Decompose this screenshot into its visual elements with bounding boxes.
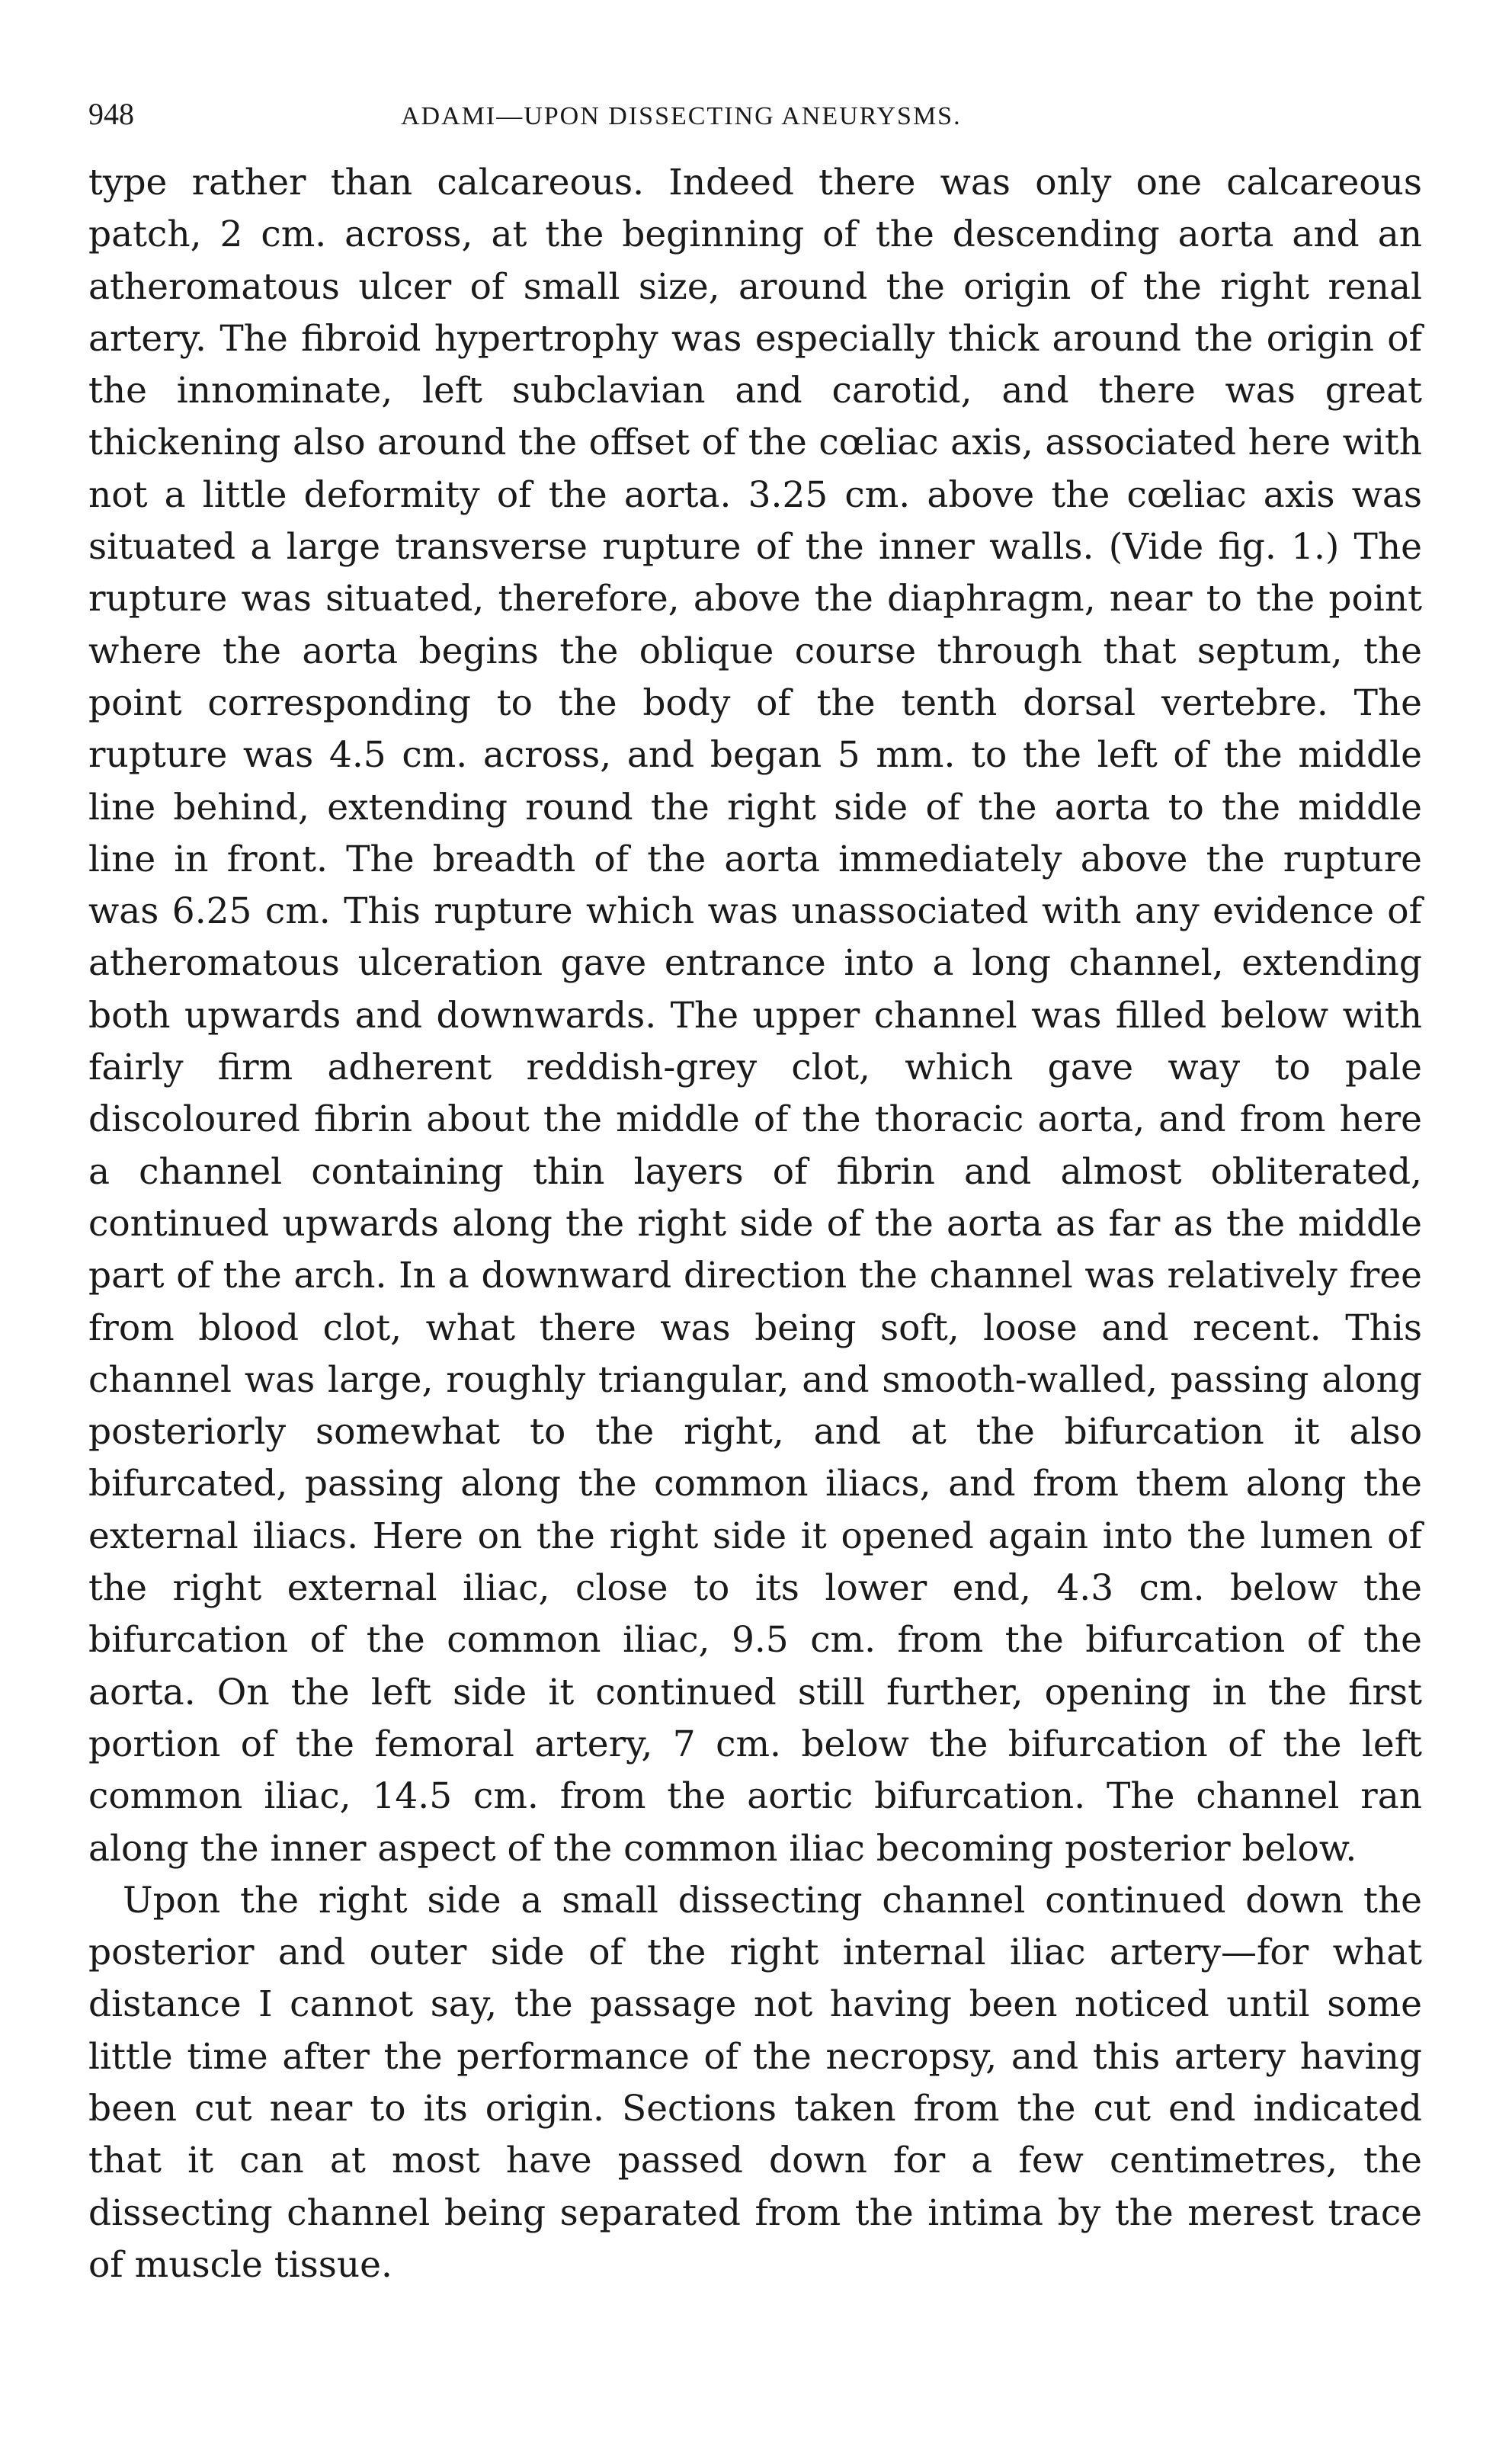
body-text [88,157,1422,2291]
page [88,96,1422,2291]
page-number: 948 [88,97,134,131]
running-head: ADAMI—UPON DISSECTING ANEURYSMS. [401,102,962,130]
paragraph-2: Upon the right side a small dissecting channel continued down the posterior and outer side of the right internal iliac artery—for what distance I cannot say, the passage not having been noticed until some little time after the performance of the necropsy, and this artery having been cut near to its origin. Sections taken from the cut end indicated that it can at most have passed down for a few centimetres, the dissecting channel being separated from the intima by the merest trace of muscle tissue. [88,1879,1422,2286]
page-header [88,96,1422,139]
paragraph-1: type rather than calcareous. Indeed there was only one calcareous patch, 2 cm. across, at the beginning of the descending aorta and an atheromatous ulcer of small size, around the origin of the right renal artery. The fibroid hypertrophy was especially thick around the origin of the innominate, left subclavian and carotid, and there was great thickening also around the offset of the cœliac axis, associated here with not a little deformity of the aorta. 3.25 cm. above the cœliac axis was situated a large transverse rupture of the inner walls. (Vide fig. 1.) The rupture was situated, therefore, above the diaphragm, near to the point where the aorta begins the oblique course through that septum, the point corresponding to the body of the tenth dorsal vertebre. The rupture was 4.5 cm. across, and began 5 mm. to the left of the middle line behind, extending round the right side of the aorta to the middle line in front. The breadth of the aorta immediately above the rupture was 6.25 cm. This rupture which was unassociated with any evidence of atheromatous ulceration gave entrance into a long channel, extending both upwards and downwards. The upper channel was filled below with fairly firm adherent reddish-grey clot, which gave way to pale discoloured fibrin about the middle of the thoracic aorta, and from here a channel containing thin layers of fibrin and almost obliterated, continued upwards along the right side of the aorta as far as the middle part of the arch. In a downward direction the channel was relatively free from blood clot, what there was being soft, loose and recent. This channel was large, roughly triangular, and smooth-walled, passing along posteriorly somewhat to the right, and at the bifurcation it also bifurcated, passing along the common iliacs, and from them along the external iliacs. Here on the right side it opened again into the lumen of the right external iliac, close to its lower end, 4.3 cm. below the bifurcation of the common iliac, 9.5 cm. from the bifurcation of the aorta. On the left side it continued still further, opening in the first portion of the femoral artery, 7 cm. below the bifurcation of the left common iliac, 14.5 cm. from the aortic bifurcation. The channel ran along the inner aspect of the common iliac becoming posterior below. [88,162,1422,1870]
